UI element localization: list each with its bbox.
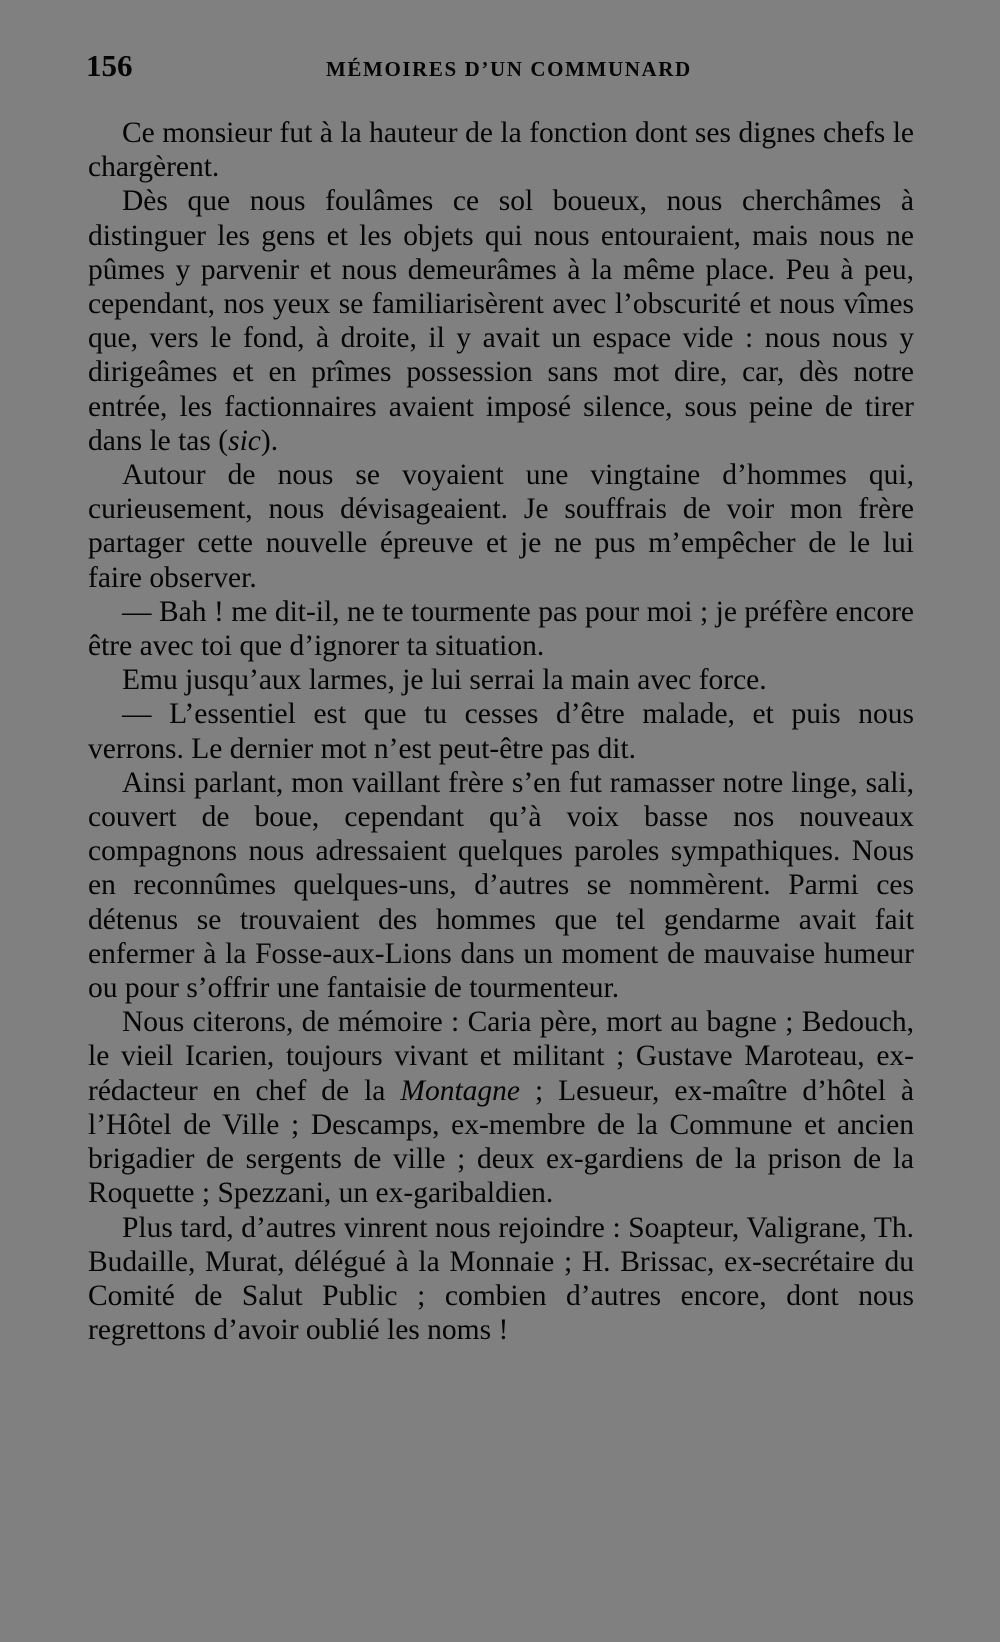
- page-header: [86, 48, 916, 88]
- running-title: MÉMOIRES D’UN COMMUNARD: [326, 57, 692, 81]
- paragraph-3: Autour de nous se voyaient une vingtaine d’hommes qui, curieusement, nous dévisageaient. Je souffrais de voir mon frère partager cette nouvelle épreuve et je ne pus m’empêcher de le lui faire observer.: [88, 459, 914, 594]
- paragraph-7: Ainsi parlant, mon vaillant frère s’en fut ramasser notre linge, sali, couvert de boue, cependant qu’à voix basse nos nouveaux compagnons nous adressaient quelques paroles sympathiques. Nous en reconnûmes quelques-uns, d’autres se nommèrent. Parmi ces détenus se trouvaient des hommes que tel gendarme avait fait enfermer à la Fosse-aux-Lions dans un moment de mauvaise humeur ou pour s’offrir une fantaisie de tourmenteur.: [88, 766, 914, 1005]
- paragraph-5: Emu jusqu’aux larmes, je lui serrai la main avec force.: [122, 664, 767, 697]
- paragraph-4: — Bah ! me dit-il, ne te tourmente pas pour moi ; je préfère encore être avec toi que d’ignorer ta situation.: [88, 595, 914, 663]
- page-number: 156: [86, 48, 133, 83]
- paragraph-9: Plus tard, d’autres vinrent nous rejoindre : Soapteur, Valigrane, Th. Budaille, Murat, délégué à la Monnaie ; H. Brissac, ex-secrétaire du Comité de Salut Public ; combien d’autres encore, dont nous regrettons d’avoir oublié les noms !: [88, 1211, 914, 1347]
- paragraph-6: — L’essentiel est que tu cesses d’être malade, et puis nous verrons. Le dernier mot n’est peut-être pas dit.: [88, 698, 914, 765]
- body-text: [88, 116, 914, 1347]
- italic-montagne: Montagne: [400, 1074, 520, 1107]
- paragraph-8: Nous citerons, de mémoire : Caria père, mort au bagne ; Bedouch, le vieil Icarien, toujours vivant et militant ; Gustave Maroteau, ex-rédacteur en chef de la Montagne ; Lesueur, ex-maître d’hôtel à l’Hôtel de Ville ; Descamps, ex-membre de la Commune et ancien brigadier de sergents de ville ; deux ex-gardiens de la prison de la Roquette ; Spezzani, un ex-garibaldien.: [88, 1006, 914, 1210]
- italic-sic: sic: [228, 424, 261, 457]
- paragraph-2: Dès que nous foulâmes ce sol boueux, nous cherchâmes à distinguer les gens et les objets qui nous entouraient, mais nous ne pûmes y parvenir et nous demeurâmes à la même place. Peu à peu, cependant, nos yeux se familiarisèrent avec l’obscurité et nous vîmes que, vers le fond, à droite, il y avait un espace vide : nous nous y dirigeâmes et en prîmes possession sans mot dire, car, dès notre entrée, les factionnaires avaient imposé silence, sous peine de tirer dans le tas (sic).: [88, 185, 914, 457]
- paragraph-1: Ce monsieur fut à la hauteur de la fonction dont ses dignes chefs le chargèrent.: [88, 117, 914, 184]
